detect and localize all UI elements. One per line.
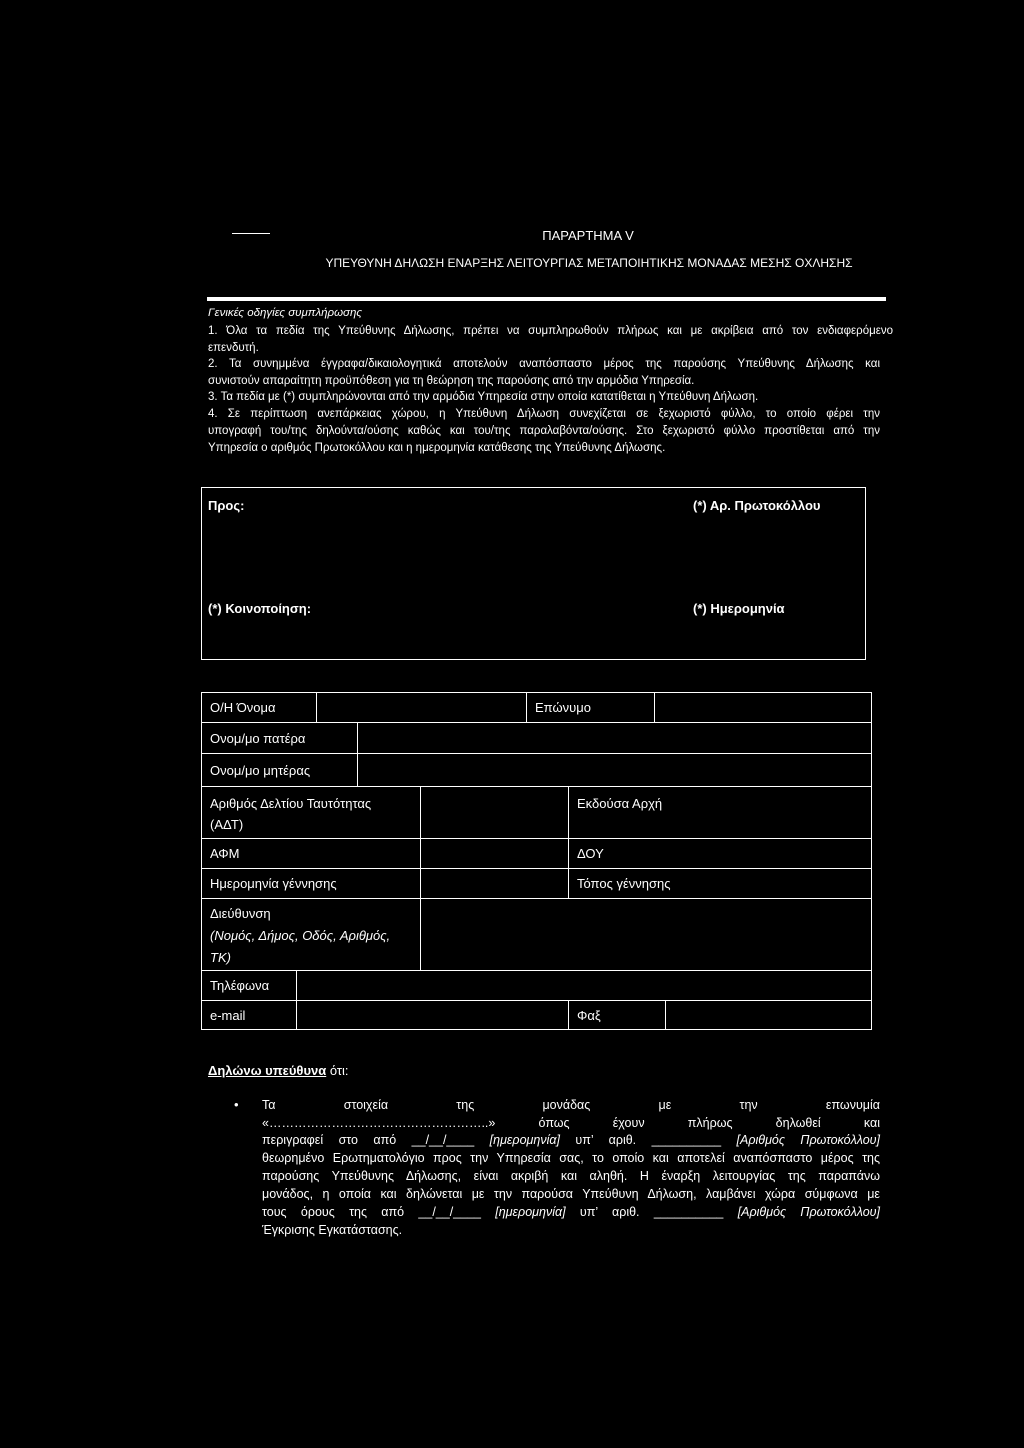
date-placeholder: [ημερομηνία] <box>489 1133 560 1147</box>
birth-date-label: Ημερομηνία γέννησης <box>201 868 421 899</box>
declaration-heading <box>208 1063 349 1079</box>
instruction-line: 1. Όλα τα πεδία της Υπεύθυνης Δήλωσης, πρέπει να συμπληρωθούν πλήρως και με ακρίβεια από τον ενδιαφερόμενο <box>208 325 893 337</box>
declaration-heading-rest: ότι: <box>326 1063 349 1078</box>
declaration-text: τους όρους της από __/__/____ <box>262 1205 496 1219</box>
address-field <box>420 898 872 971</box>
id-number-label <box>201 786 421 839</box>
instruction-line: Υπηρεσία ο αριθμός Πρωτοκόλλου και η ημερομηνία κατάθεσης της Υπεύθυνης Δήλωσης. <box>208 442 666 454</box>
instruction-line: 4. Σε περίπτωση ανεπάρκειας χώρου, η Υπεύθυνη Δήλωση συνεχίζεται σε ξεχωριστό φύλλο, το οποίο φέρει την <box>208 408 880 420</box>
declaration-line <box>262 1114 880 1132</box>
declaration-line <box>262 1167 880 1185</box>
notification-label: (*) Κοινοποίηση: <box>208 601 312 616</box>
issuing-authority-label: Εκδούσα Αρχή <box>568 786 872 839</box>
mother-name-field <box>357 753 872 787</box>
declaration-heading-bold: Δηλώνω υπεύθυνα <box>208 1063 327 1078</box>
protocol-number-placeholder: [Αριθμός Πρωτοκόλλου] <box>736 1133 880 1147</box>
tax-office-label: ΔΟΥ <box>568 838 872 869</box>
address-label-title: Διεύθυνση <box>210 906 271 921</box>
declaration-line <box>262 1131 880 1149</box>
top-dash-rule <box>232 233 270 234</box>
bullet-icon: • <box>234 1097 239 1112</box>
instruction-line: υπογραφή του/της δηλούντα/ούσης καθώς και του/της παραλαβόντα/ούσης. Στο ξεχωριστό φύλλο προστίθεται από την <box>208 425 880 437</box>
declaration-text: παρούσης Υπεύθυνης Δήλωσης, είναι ακριβή και αληθή. Η έναρξη λειτουργίας της παραπάνω <box>262 1169 880 1183</box>
personal-details-table <box>201 692 872 1030</box>
surname-field <box>654 692 872 723</box>
id-number-field <box>420 786 569 839</box>
father-name-label: Ονομ/μο πατέρα <box>201 722 358 754</box>
declaration-text: Έγκρισης Εγκατάστασης. <box>262 1223 403 1237</box>
declaration-line <box>262 1149 880 1167</box>
title-divider <box>207 297 886 301</box>
instructions-heading: Γενικές οδηγίες συμπλήρωσης <box>208 307 362 319</box>
declaration-line <box>262 1185 880 1203</box>
instruction-line: 2. Τα συνημμένα έγγραφα/δικαιολογητικά αποτελούν αναπόσπαστο μέρος της παρούσης Υπεύθυνης Δήλωσης και <box>208 358 880 370</box>
instruction-line: επενδυτή. <box>208 342 259 354</box>
declaration-text: «……………………………………………..» όπως έχουν πλήρως δηλωθεί και <box>262 1116 880 1130</box>
instruction-line: 3. Τα πεδία με (*) συμπληρώνονται από την αρμόδια Υπηρεσία στην οποία κατατίθεται η Υπεύθυνη Δήλωση. <box>208 391 759 403</box>
declaration-line <box>262 1221 880 1239</box>
address-hint-line: (Νομός, Δήμος, Οδός, Αριθμός, <box>210 928 391 943</box>
declaration-text: θεωρημένο Ερωτηματολόγιο προς την Υπηρεσία σας, το οποίο και αποτελεί αναπόσπαστο μέρος της <box>262 1151 880 1165</box>
first-name-field <box>316 692 527 723</box>
surname-label: Επώνυμο <box>526 692 655 723</box>
declaration-line <box>262 1096 880 1114</box>
birth-date-field <box>420 868 569 899</box>
date-label: (*) Ημερομηνία <box>693 601 785 616</box>
date-placeholder: [ημερομηνία] <box>495 1205 566 1219</box>
address-hint-line: ΤΚ) <box>210 950 231 965</box>
declaration-line <box>262 1203 880 1221</box>
declaration-text: μονάδος, η οποία και δηλώνεται με την παρούσα Υπεύθυνη Δήλωση, λαμβάνει χώρα σύμφωνα με <box>262 1187 880 1201</box>
id-number-label-line: (ΑΔΤ) <box>210 817 244 832</box>
protocol-number-placeholder: [Αριθμός Πρωτοκόλλου] <box>737 1205 881 1219</box>
declaration-text: υπ’ αριθ. __________ <box>565 1205 738 1219</box>
mother-name-label: Ονομ/μο μητέρας <box>201 753 358 787</box>
declaration-text: περιγραφεί στο από __/__/____ <box>262 1133 490 1147</box>
document-title: ΥΠΕΥΘΥΝΗ ΔΗΛΩΣΗ ΕΝΑΡΞΗΣ ΛΕΙΤΟΥΡΓΙΑΣ ΜΕΤΑΠΟΙΗΤΙΚΗΣ ΜΟΝΑΔΑΣ ΜΕΣΗΣ ΟΧΛΗΣΗΣ <box>325 256 853 270</box>
declaration-text: υπ’ αριθ. __________ <box>559 1133 737 1147</box>
father-name-field <box>357 722 872 754</box>
to-label: Προς: <box>208 498 245 513</box>
phones-label: Τηλέφωνα <box>201 970 297 1001</box>
id-number-label-line: Αριθμός Δελτίου Ταυτότητας <box>210 796 372 811</box>
instruction-line: συνιστούν απαραίτητη προϋπόθεση για τη θεώρηση της παρούσης από την αρμόδια Υπηρεσία. <box>208 375 695 387</box>
fax-label: Φαξ <box>568 1000 666 1030</box>
first-name-label: Ο/Η Όνομα <box>201 692 317 723</box>
phones-field <box>296 970 872 1001</box>
declaration-text: Τα στοιχεία της μονάδας με την επωνυμία <box>262 1098 880 1112</box>
tax-id-label: ΑΦΜ <box>201 838 421 869</box>
email-label: e-mail <box>201 1000 297 1030</box>
tax-id-field <box>420 838 569 869</box>
annex-heading: ΠΑΡΑΡΤΗΜΑ V <box>542 228 634 243</box>
email-field <box>296 1000 569 1030</box>
fax-field <box>665 1000 872 1030</box>
birth-place-label: Τόπος γέννησης <box>568 868 872 899</box>
address-label <box>201 898 421 971</box>
protocol-number-label: (*) Αρ. Πρωτοκόλλου <box>693 498 821 513</box>
